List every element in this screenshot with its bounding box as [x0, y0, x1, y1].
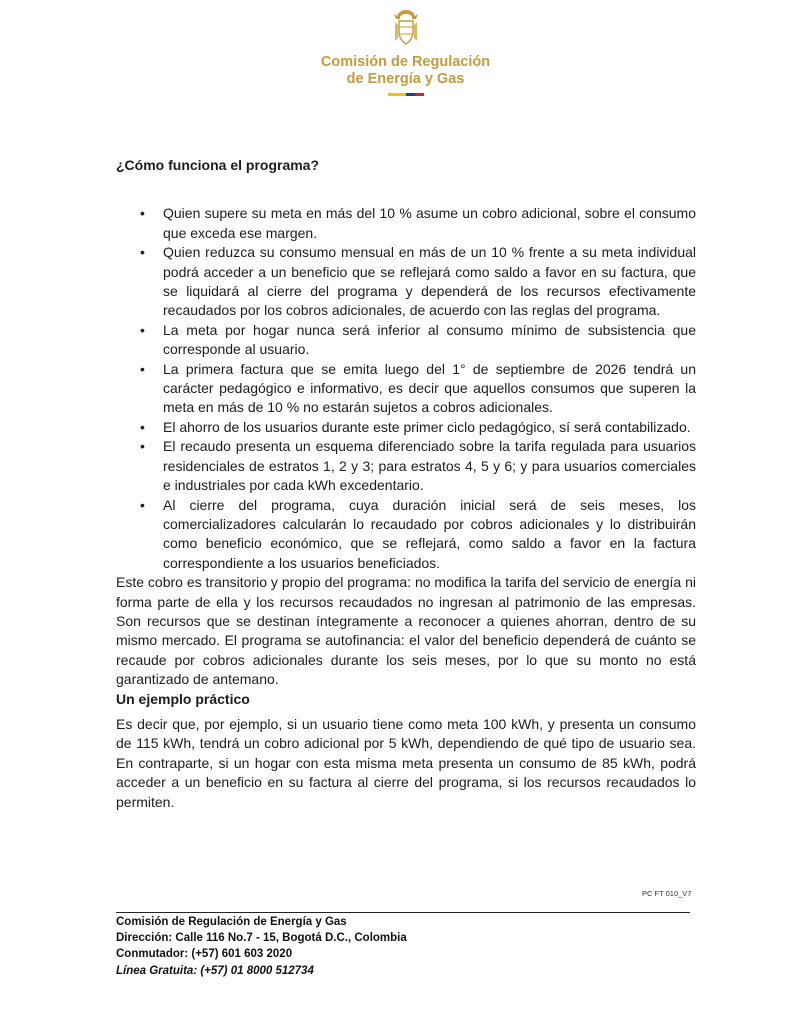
footer-contact — [116, 914, 407, 979]
list-item: • Quien supere su meta en más del 10 % asume un cobro adicional, sobre el consumo que exceda ese margen. — [163, 204, 696, 243]
list-item: • El recaudo presenta un esquema diferenciado sobre la tarifa regulada para usuarios residenciales de estratos 1, 2 y 3; para estratos 4, 5 y 6; y para usuarios comerciales e industriales por cada kWh excedentario. — [163, 437, 696, 495]
section-title-how-it-works: ¿Cómo funciona el programa? — [116, 157, 320, 173]
practical-example-paragraph: Es decir que, por ejemplo, si un usuario tiene como meta 100 kWh, y presenta un consumo de 115 kWh, tendrá un cobro adicional por 5 kWh, dependiendo de qué tipo de usuario sea. En contraparte, si un hogar con esta misma meta presenta un consumo de 85 kWh, podrá acceder a un beneficio en su factura al cierre del programa, si los recursos recaudados lo permiten. — [116, 715, 696, 810]
list-item: • El ahorro de los usuarios durante este primer ciclo pedagógico, sí será contabilizado. — [163, 418, 696, 437]
list-item: • La meta por hogar nunca será inferior al consumo mínimo de subsistencia que corresponde al usuario. — [163, 321, 696, 360]
footer-org-name: Comisión de Regulación de Energía y Gas — [116, 916, 347, 928]
footer-address: Dirección: Calle 116 No.7 - 15, Bogotá D.C., Colombia — [116, 932, 407, 945]
list-item: • Al cierre del programa, cuya duración inicial será de seis meses, los comercializadores calcularán lo recaudado por cobros adicionales y lo distribuirán como beneficio económico, que se reflejará, como saldo a favor en la factura correspondiente a los usuarios beneficiados. — [163, 496, 696, 574]
organization-name-line1: Comisión de Regulación — [320, 54, 491, 70]
footer-divider — [116, 912, 690, 913]
flag-red — [415, 93, 424, 96]
organization-name — [0, 54, 811, 88]
document-body — [116, 156, 696, 812]
list-item: • La primera factura que se emita luego del 1° de septiembre de 2026 tendrá un carácter pedagógico e informativo, es decir que aquellos consumos que superen la meta en más de 10 % no estarán sujetos a cobros adicionales. — [163, 360, 696, 418]
organization-name-line2: de Energía y Gas — [346, 71, 465, 87]
footer-toll-free: Línea Gratuita: (+57) 01 8000 512734 — [116, 964, 314, 977]
program-rules-list — [116, 204, 696, 573]
letterhead — [0, 8, 811, 96]
flag-yellow — [388, 93, 406, 96]
section-title-practical-example: Un ejemplo práctico — [116, 690, 250, 707]
flag-blue — [406, 93, 415, 96]
colombia-coat-of-arms-icon — [391, 8, 421, 48]
program-financing-paragraph: Este cobro es transitorio y propio del programa: no modifica la tarifa del servicio de energía ni forma parte de ella y los recursos recaudados no ingresan al patrimonio de las empresas. Son recursos que se destinan íntegramente a reconocer a quienes ahorran, dentro de su mismo mercado. El programa se autofinancia: el valor del beneficio dependerá de cuánto se recaude por cobros adicionales durante los seis meses, por lo que su monto no está garantizado de antemano. — [116, 574, 696, 688]
colombia-flag-stripe — [388, 93, 424, 96]
footer-phone: Conmutador: (+57) 601 603 2020 — [116, 948, 293, 961]
list-item: • Quien reduzca su consumo mensual en más de un 10 % frente a su meta individual podrá acceder a un beneficio que se reflejará como saldo a favor en su factura, que se liquidará al cierre del programa y dependerá de los recursos efectivamente recaudados por los cobros adicionales, de acuerdo con las reglas del programa. — [163, 243, 696, 321]
form-code: PC FT 010_V7 — [642, 889, 692, 898]
